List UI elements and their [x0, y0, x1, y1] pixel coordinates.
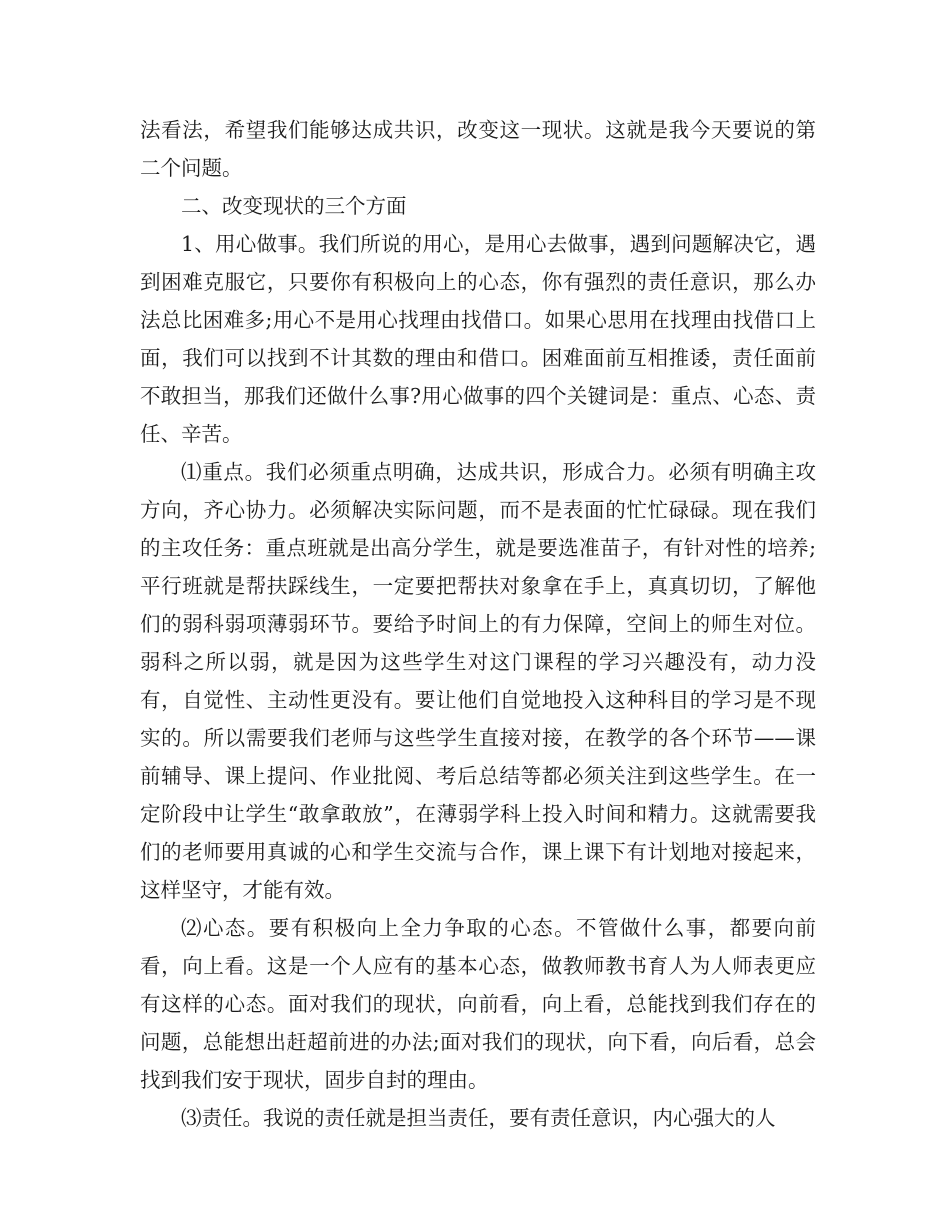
paragraph-responsibility: ⑶责任。我说的责任就是担当责任，要有责任意识，内心强大的人	[181, 1106, 776, 1130]
document-body	[140, 111, 816, 1137]
paragraph-focus: ⑴重点。我们必须重点明确，达成共识，形成合力。必须有明确主攻方向，齐心协力。必须解决实际问题，而不是表面的忙忙碌碌。现在我们的主攻任务：重点班就是出高分学生，就是要选准苗子，有针对性的培养;平行班就是帮扶踩线生，一定要把帮扶对象拿在手上，真真切切，了解他们的弱科弱项薄弱环节。要给予时间上的有力保障，空间上的师生对位。弱科之所以弱，就是因为这些学生对这门课程的学习兴趣没有，动力没有，自觉性、主动性更没有。要让他们自觉地投入这种科目的学习是不现实的。所以需要我们老师与这些学生直接对接，在教学的各个环节——课前辅导、课上提问、作业批阅、考后总结等都必须关注到这些学生。在一定阶段中让学生“敢拿敢放”，在薄弱学科上投入时间和精力。这就需要我们的老师要用真诚的心和学生交流与合作，课上课下有计划地对接起来，这样坚守，才能有效。	[140, 460, 816, 902]
paragraph-point-1: 1、用心做事。我们所说的用心，是用心去做事，遇到问题解决它，遇到困难克服它，只要你有积极向上的心态，你有强烈的责任意识，那么办法总比困难多;用心不是用心找理由找借口。如果心思用在找理由找借口上面，我们可以找到不计其数的理由和借口。困难面前互相推诿，责任面前不敢担当，那我们还做什么事?用心做事的四个关键词是：重点、心态、责任、辛苦。	[140, 232, 816, 446]
paragraph-mindset: ⑵心态。要有积极向上全力争取的心态。不管做什么事，都要向前看，向上看。这是一个人应有的基本心态，做教师教书育人为人师表更应有这样的心态。面对我们的现状，向前看，向上看，总能找到我们存在的问题，总能想出赶超前进的办法;面对我们的现状，向下看，向后看，总会找到我们安于现状，固步自封的理由。	[140, 916, 816, 1092]
section-heading: 二、改变现状的三个方面	[181, 194, 407, 218]
paragraph-continuation: 法看法，希望我们能够达成共识，改变这一现状。这就是我今天要说的第二个问题。	[140, 118, 816, 180]
